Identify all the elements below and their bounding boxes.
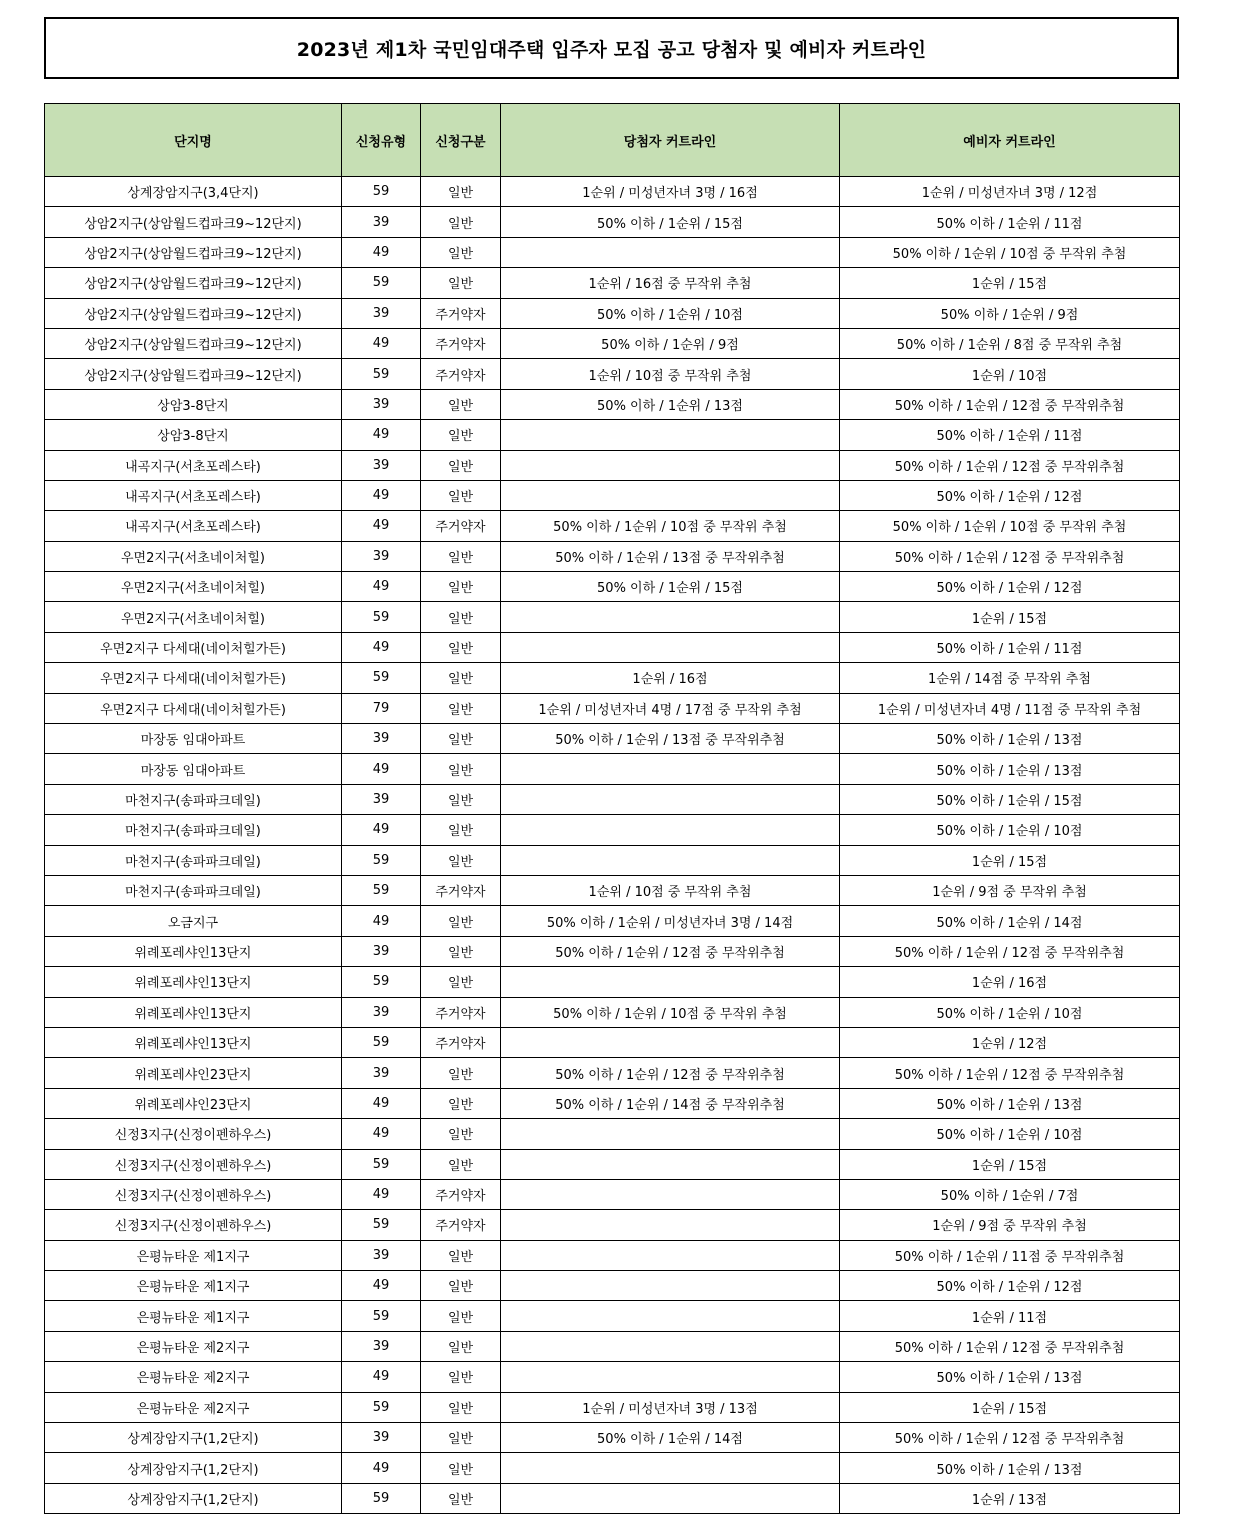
cell-application-type: 59 [342,177,421,207]
cell-winner-cutoff: 50% 이하 / 1순위 / 미성년자녀 3명 / 14점 [501,906,840,936]
cell-complex-name: 위례포레샤인13단지 [45,936,342,966]
cell-application-type: 39 [342,298,421,328]
table-row [45,724,1180,754]
cell-complex-name: 상암2지구(상암월드컵파크9~12단지) [45,268,342,298]
cell-reserve-cutoff: 50% 이하 / 1순위 / 12점 [840,480,1180,510]
cell-complex-name: 은평뉴타운 제2지구 [45,1392,342,1422]
cell-winner-cutoff [501,1331,840,1361]
cell-application-type: 39 [342,541,421,571]
table-row [45,1423,1180,1453]
cell-application-category: 주거약자 [421,511,501,541]
cell-application-category: 일반 [421,754,501,784]
cell-application-type: 59 [342,1392,421,1422]
cell-complex-name: 상암2지구(상암월드컵파크9~12단지) [45,207,342,237]
cell-complex-name: 신정3지구(신정이펜하우스) [45,1149,342,1179]
cell-reserve-cutoff: 50% 이하 / 1순위 / 12점 중 무작위추첨 [840,1423,1180,1453]
cell-reserve-cutoff: 50% 이하 / 1순위 / 10점 [840,1119,1180,1149]
cell-complex-name: 위례포레샤인13단지 [45,997,342,1027]
table-row [45,845,1180,875]
cell-reserve-cutoff: 1순위 / 13점 [840,1483,1180,1513]
cell-application-type: 39 [342,724,421,754]
cell-complex-name: 신정3지구(신정이펜하우스) [45,1119,342,1149]
cell-application-category: 일반 [421,784,501,814]
cell-reserve-cutoff: 50% 이하 / 1순위 / 13점 [840,1362,1180,1392]
cell-reserve-cutoff: 1순위 / 미성년자녀 4명 / 11점 중 무작위 추첨 [840,693,1180,723]
table-row [45,1331,1180,1361]
cell-complex-name: 위례포레샤인23단지 [45,1088,342,1118]
cell-application-type: 59 [342,845,421,875]
cell-application-category: 일반 [421,1271,501,1301]
cell-reserve-cutoff: 50% 이하 / 1순위 / 12점 중 무작위추첨 [840,389,1180,419]
cell-winner-cutoff [501,1483,840,1513]
cell-application-category: 일반 [421,268,501,298]
table-body [45,177,1180,1514]
cell-reserve-cutoff: 1순위 / 미성년자녀 3명 / 12점 [840,177,1180,207]
cell-application-type: 59 [342,967,421,997]
cell-complex-name: 마천지구(송파파크데일) [45,815,342,845]
table-row [45,906,1180,936]
cell-winner-cutoff [501,1362,840,1392]
cell-application-type: 59 [342,359,421,389]
table-row [45,784,1180,814]
cell-winner-cutoff [501,784,840,814]
table-row [45,754,1180,784]
cell-application-type: 49 [342,572,421,602]
cell-winner-cutoff [501,754,840,784]
cell-application-category: 일반 [421,572,501,602]
cell-winner-cutoff: 50% 이하 / 1순위 / 10점 중 무작위 추첨 [501,511,840,541]
cell-application-category: 일반 [421,207,501,237]
cell-application-category: 주거약자 [421,359,501,389]
cell-application-type: 59 [342,1210,421,1240]
table-row [45,1271,1180,1301]
cell-reserve-cutoff: 1순위 / 15점 [840,1392,1180,1422]
cell-reserve-cutoff: 50% 이하 / 1순위 / 12점 중 무작위추첨 [840,1331,1180,1361]
cell-reserve-cutoff: 50% 이하 / 1순위 / 13점 [840,1453,1180,1483]
cell-complex-name: 상계장암지구(3,4단지) [45,177,342,207]
cell-complex-name: 위례포레샤인13단지 [45,967,342,997]
cell-complex-name: 마천지구(송파파크데일) [45,845,342,875]
cell-application-type: 39 [342,936,421,966]
cell-application-type: 59 [342,1483,421,1513]
cell-application-category: 일반 [421,936,501,966]
cell-application-category: 일반 [421,480,501,510]
header-winner-cutoff: 당첨자 커트라인 [501,104,840,177]
cell-complex-name: 상암2지구(상암월드컵파크9~12단지) [45,359,342,389]
cell-complex-name: 상계장암지구(1,2단지) [45,1453,342,1483]
cell-winner-cutoff [501,1179,840,1209]
header-reserve-cutoff: 예비자 커트라인 [840,104,1180,177]
cell-reserve-cutoff: 50% 이하 / 1순위 / 13점 [840,724,1180,754]
header-application-type: 신청유형 [342,104,421,177]
cell-application-type: 39 [342,997,421,1027]
cell-application-category: 일반 [421,177,501,207]
cell-complex-name: 마장동 임대아파트 [45,724,342,754]
cell-winner-cutoff: 1순위 / 16점 [501,663,840,693]
cell-complex-name: 위례포레샤인13단지 [45,1027,342,1057]
cell-complex-name: 은평뉴타운 제1지구 [45,1271,342,1301]
cell-application-type: 79 [342,693,421,723]
cell-winner-cutoff: 1순위 / 미성년자녀 3명 / 13점 [501,1392,840,1422]
cell-complex-name: 상암3-8단지 [45,420,342,450]
cell-application-type: 39 [342,1058,421,1088]
table-row [45,1119,1180,1149]
cell-complex-name: 오금지구 [45,906,342,936]
table-row [45,602,1180,632]
table-row [45,1483,1180,1513]
cell-winner-cutoff [501,237,840,267]
cell-application-type: 49 [342,906,421,936]
cell-reserve-cutoff: 1순위 / 10점 [840,359,1180,389]
cell-application-category: 일반 [421,237,501,267]
cell-complex-name: 은평뉴타운 제1지구 [45,1240,342,1270]
cell-complex-name: 우면2지구(서초네이처힐) [45,541,342,571]
cell-complex-name: 상암2지구(상암월드컵파크9~12단지) [45,298,342,328]
cell-application-category: 일반 [421,693,501,723]
cell-application-category: 일반 [421,1331,501,1361]
cell-winner-cutoff [501,815,840,845]
cell-application-category: 주거약자 [421,328,501,358]
cell-reserve-cutoff: 50% 이하 / 1순위 / 12점 [840,572,1180,602]
cell-application-category: 주거약자 [421,1179,501,1209]
cell-complex-name: 은평뉴타운 제1지구 [45,1301,342,1331]
header-application-category: 신청구분 [421,104,501,177]
table-row [45,177,1180,207]
cell-reserve-cutoff: 1순위 / 12점 [840,1027,1180,1057]
cell-application-category: 일반 [421,1240,501,1270]
cell-winner-cutoff [501,967,840,997]
table-row [45,420,1180,450]
cell-winner-cutoff: 50% 이하 / 1순위 / 13점 [501,389,840,419]
cell-winner-cutoff: 50% 이하 / 1순위 / 10점 중 무작위 추첨 [501,997,840,1027]
cell-reserve-cutoff: 50% 이하 / 1순위 / 11점 [840,420,1180,450]
cell-application-category: 일반 [421,1088,501,1118]
cell-winner-cutoff [501,632,840,662]
cell-application-category: 일반 [421,1119,501,1149]
cell-application-type: 39 [342,389,421,419]
cell-winner-cutoff [501,1240,840,1270]
cell-application-type: 59 [342,875,421,905]
cell-complex-name: 은평뉴타운 제2지구 [45,1331,342,1361]
cell-reserve-cutoff: 1순위 / 9점 중 무작위 추첨 [840,875,1180,905]
cell-reserve-cutoff: 50% 이하 / 1순위 / 11점 [840,632,1180,662]
table-row [45,541,1180,571]
cell-reserve-cutoff: 50% 이하 / 1순위 / 13점 [840,754,1180,784]
cell-application-category: 일반 [421,1392,501,1422]
cell-complex-name: 신정3지구(신정이펜하우스) [45,1210,342,1240]
cell-application-type: 39 [342,1423,421,1453]
cell-complex-name: 내곡지구(서초포레스타) [45,480,342,510]
table-row [45,663,1180,693]
cell-application-category: 일반 [421,1058,501,1088]
table-row [45,875,1180,905]
cell-application-category: 일반 [421,1301,501,1331]
cell-application-type: 39 [342,1240,421,1270]
cell-winner-cutoff: 1순위 / 16점 중 무작위 추첨 [501,268,840,298]
cell-reserve-cutoff: 50% 이하 / 1순위 / 12점 중 무작위추첨 [840,1058,1180,1088]
cell-winner-cutoff: 50% 이하 / 1순위 / 12점 중 무작위추첨 [501,936,840,966]
cell-reserve-cutoff: 50% 이하 / 1순위 / 10점 [840,815,1180,845]
cell-application-category: 일반 [421,632,501,662]
cell-reserve-cutoff: 50% 이하 / 1순위 / 10점 중 무작위 추첨 [840,511,1180,541]
cell-reserve-cutoff: 50% 이하 / 1순위 / 11점 중 무작위추첨 [840,1240,1180,1270]
page-title: 2023년 제1차 국민임대주택 입주자 모집 공고 당첨자 및 예비자 커트라인 [44,17,1179,79]
cell-reserve-cutoff: 50% 이하 / 1순위 / 11점 [840,207,1180,237]
table-row [45,359,1180,389]
cell-application-category: 일반 [421,724,501,754]
cell-winner-cutoff: 50% 이하 / 1순위 / 15점 [501,207,840,237]
cell-complex-name: 마장동 임대아파트 [45,754,342,784]
table-row [45,936,1180,966]
cell-complex-name: 상계장암지구(1,2단지) [45,1483,342,1513]
cell-application-category: 일반 [421,906,501,936]
cell-application-type: 49 [342,480,421,510]
cell-application-type: 59 [342,1149,421,1179]
cell-application-category: 일반 [421,845,501,875]
cell-reserve-cutoff: 50% 이하 / 1순위 / 12점 중 무작위추첨 [840,450,1180,480]
table-row [45,450,1180,480]
cell-winner-cutoff: 1순위 / 10점 중 무작위 추첨 [501,359,840,389]
cutoff-table [44,103,1180,1514]
cell-winner-cutoff: 50% 이하 / 1순위 / 14점 [501,1423,840,1453]
cell-winner-cutoff [501,1271,840,1301]
cell-complex-name: 내곡지구(서초포레스타) [45,511,342,541]
table-row [45,1088,1180,1118]
cell-application-category: 일반 [421,1423,501,1453]
table-row [45,572,1180,602]
cell-application-type: 59 [342,1027,421,1057]
cell-application-type: 49 [342,511,421,541]
cell-winner-cutoff: 50% 이하 / 1순위 / 9점 [501,328,840,358]
cell-application-type: 49 [342,1453,421,1483]
cell-application-type: 59 [342,1301,421,1331]
cell-complex-name: 내곡지구(서초포레스타) [45,450,342,480]
cell-reserve-cutoff: 50% 이하 / 1순위 / 9점 [840,298,1180,328]
cell-complex-name: 마천지구(송파파크데일) [45,784,342,814]
cell-winner-cutoff: 1순위 / 10점 중 무작위 추첨 [501,875,840,905]
cell-reserve-cutoff: 1순위 / 14점 중 무작위 추첨 [840,663,1180,693]
cell-application-category: 주거약자 [421,1027,501,1057]
header-complex-name: 단지명 [45,104,342,177]
cell-application-type: 39 [342,450,421,480]
cell-reserve-cutoff: 1순위 / 15점 [840,1149,1180,1179]
cell-complex-name: 우면2지구 다세대(네이처힐가든) [45,693,342,723]
cell-winner-cutoff: 50% 이하 / 1순위 / 13점 중 무작위추첨 [501,724,840,754]
cell-application-type: 49 [342,815,421,845]
table-row [45,237,1180,267]
cell-application-category: 일반 [421,1149,501,1179]
cell-winner-cutoff [501,480,840,510]
cell-application-type: 49 [342,328,421,358]
cell-reserve-cutoff: 50% 이하 / 1순위 / 12점 [840,1271,1180,1301]
cell-application-type: 49 [342,632,421,662]
cell-winner-cutoff [501,1027,840,1057]
cell-reserve-cutoff: 50% 이하 / 1순위 / 15점 [840,784,1180,814]
cell-application-category: 주거약자 [421,875,501,905]
table-row [45,693,1180,723]
cell-complex-name: 우면2지구(서초네이처힐) [45,602,342,632]
cell-reserve-cutoff: 50% 이하 / 1순위 / 14점 [840,906,1180,936]
cell-reserve-cutoff: 50% 이하 / 1순위 / 10점 [840,997,1180,1027]
cell-complex-name: 우면2지구 다세대(네이처힐가든) [45,632,342,662]
cell-winner-cutoff: 1순위 / 미성년자녀 4명 / 17점 중 무작위 추첨 [501,693,840,723]
table-row [45,480,1180,510]
cell-application-type: 49 [342,1088,421,1118]
cell-complex-name: 상암3-8단지 [45,389,342,419]
cell-application-category: 일반 [421,1453,501,1483]
cell-winner-cutoff [501,1210,840,1240]
table-row [45,997,1180,1027]
cell-complex-name: 우면2지구(서초네이처힐) [45,572,342,602]
cell-winner-cutoff [501,1149,840,1179]
cell-winner-cutoff: 1순위 / 미성년자녀 3명 / 16점 [501,177,840,207]
table-row [45,1027,1180,1057]
cell-winner-cutoff: 50% 이하 / 1순위 / 13점 중 무작위추첨 [501,541,840,571]
cell-reserve-cutoff: 50% 이하 / 1순위 / 8점 중 무작위 추첨 [840,328,1180,358]
table-row [45,632,1180,662]
cell-application-type: 49 [342,420,421,450]
cell-application-category: 주거약자 [421,997,501,1027]
cell-application-type: 49 [342,1271,421,1301]
table-row [45,1179,1180,1209]
cell-application-type: 49 [342,1119,421,1149]
cell-reserve-cutoff: 1순위 / 15점 [840,602,1180,632]
cell-application-type: 39 [342,207,421,237]
cell-application-type: 59 [342,268,421,298]
cell-winner-cutoff [501,1453,840,1483]
cell-winner-cutoff: 50% 이하 / 1순위 / 12점 중 무작위추첨 [501,1058,840,1088]
table-row [45,1058,1180,1088]
cell-reserve-cutoff: 1순위 / 11점 [840,1301,1180,1331]
table-row [45,1240,1180,1270]
cell-winner-cutoff [501,450,840,480]
cell-winner-cutoff: 50% 이하 / 1순위 / 15점 [501,572,840,602]
table-row [45,967,1180,997]
cell-complex-name: 은평뉴타운 제2지구 [45,1362,342,1392]
cell-reserve-cutoff: 50% 이하 / 1순위 / 12점 중 무작위추첨 [840,936,1180,966]
cell-reserve-cutoff: 50% 이하 / 1순위 / 10점 중 무작위 추첨 [840,237,1180,267]
cell-complex-name: 상계장암지구(1,2단지) [45,1423,342,1453]
table-row [45,1301,1180,1331]
table-row [45,1149,1180,1179]
table-row [45,1362,1180,1392]
cell-reserve-cutoff: 1순위 / 15점 [840,845,1180,875]
cell-application-type: 49 [342,237,421,267]
cell-application-category: 주거약자 [421,1210,501,1240]
cell-application-category: 일반 [421,967,501,997]
cell-application-type: 59 [342,663,421,693]
cell-application-type: 39 [342,1331,421,1361]
cell-winner-cutoff: 50% 이하 / 1순위 / 10점 [501,298,840,328]
cell-complex-name: 신정3지구(신정이펜하우스) [45,1179,342,1209]
cell-application-category: 일반 [421,450,501,480]
cell-winner-cutoff [501,845,840,875]
cell-winner-cutoff [501,602,840,632]
cell-reserve-cutoff: 1순위 / 15점 [840,268,1180,298]
table-row [45,389,1180,419]
table-row [45,298,1180,328]
cell-winner-cutoff [501,1119,840,1149]
cell-winner-cutoff [501,420,840,450]
cell-complex-name: 위례포레샤인23단지 [45,1058,342,1088]
cell-reserve-cutoff: 1순위 / 9점 중 무작위 추첨 [840,1210,1180,1240]
cell-complex-name: 상암2지구(상암월드컵파크9~12단지) [45,328,342,358]
cell-reserve-cutoff: 1순위 / 16점 [840,967,1180,997]
cell-application-type: 59 [342,602,421,632]
cell-application-type: 39 [342,784,421,814]
table-row [45,268,1180,298]
cell-application-category: 일반 [421,1362,501,1392]
cell-application-category: 일반 [421,1483,501,1513]
cell-winner-cutoff [501,1301,840,1331]
cell-application-category: 일반 [421,541,501,571]
cell-application-category: 일반 [421,602,501,632]
table-row [45,328,1180,358]
cell-application-category: 일반 [421,663,501,693]
cell-application-category: 일반 [421,389,501,419]
table-row [45,1392,1180,1422]
table-row [45,207,1180,237]
cell-application-category: 주거약자 [421,298,501,328]
cell-reserve-cutoff: 50% 이하 / 1순위 / 7점 [840,1179,1180,1209]
cell-application-type: 49 [342,1362,421,1392]
table-row [45,815,1180,845]
cell-complex-name: 상암2지구(상암월드컵파크9~12단지) [45,237,342,267]
cell-winner-cutoff: 50% 이하 / 1순위 / 14점 중 무작위추첨 [501,1088,840,1118]
cell-complex-name: 우면2지구 다세대(네이처힐가든) [45,663,342,693]
cell-application-type: 49 [342,1179,421,1209]
cell-reserve-cutoff: 50% 이하 / 1순위 / 12점 중 무작위추첨 [840,541,1180,571]
table-row [45,511,1180,541]
cell-application-category: 일반 [421,815,501,845]
table-row [45,1210,1180,1240]
cell-complex-name: 마천지구(송파파크데일) [45,875,342,905]
cell-application-category: 일반 [421,420,501,450]
header-row [45,104,1180,177]
cell-application-type: 49 [342,754,421,784]
table-row [45,1453,1180,1483]
cell-reserve-cutoff: 50% 이하 / 1순위 / 13점 [840,1088,1180,1118]
